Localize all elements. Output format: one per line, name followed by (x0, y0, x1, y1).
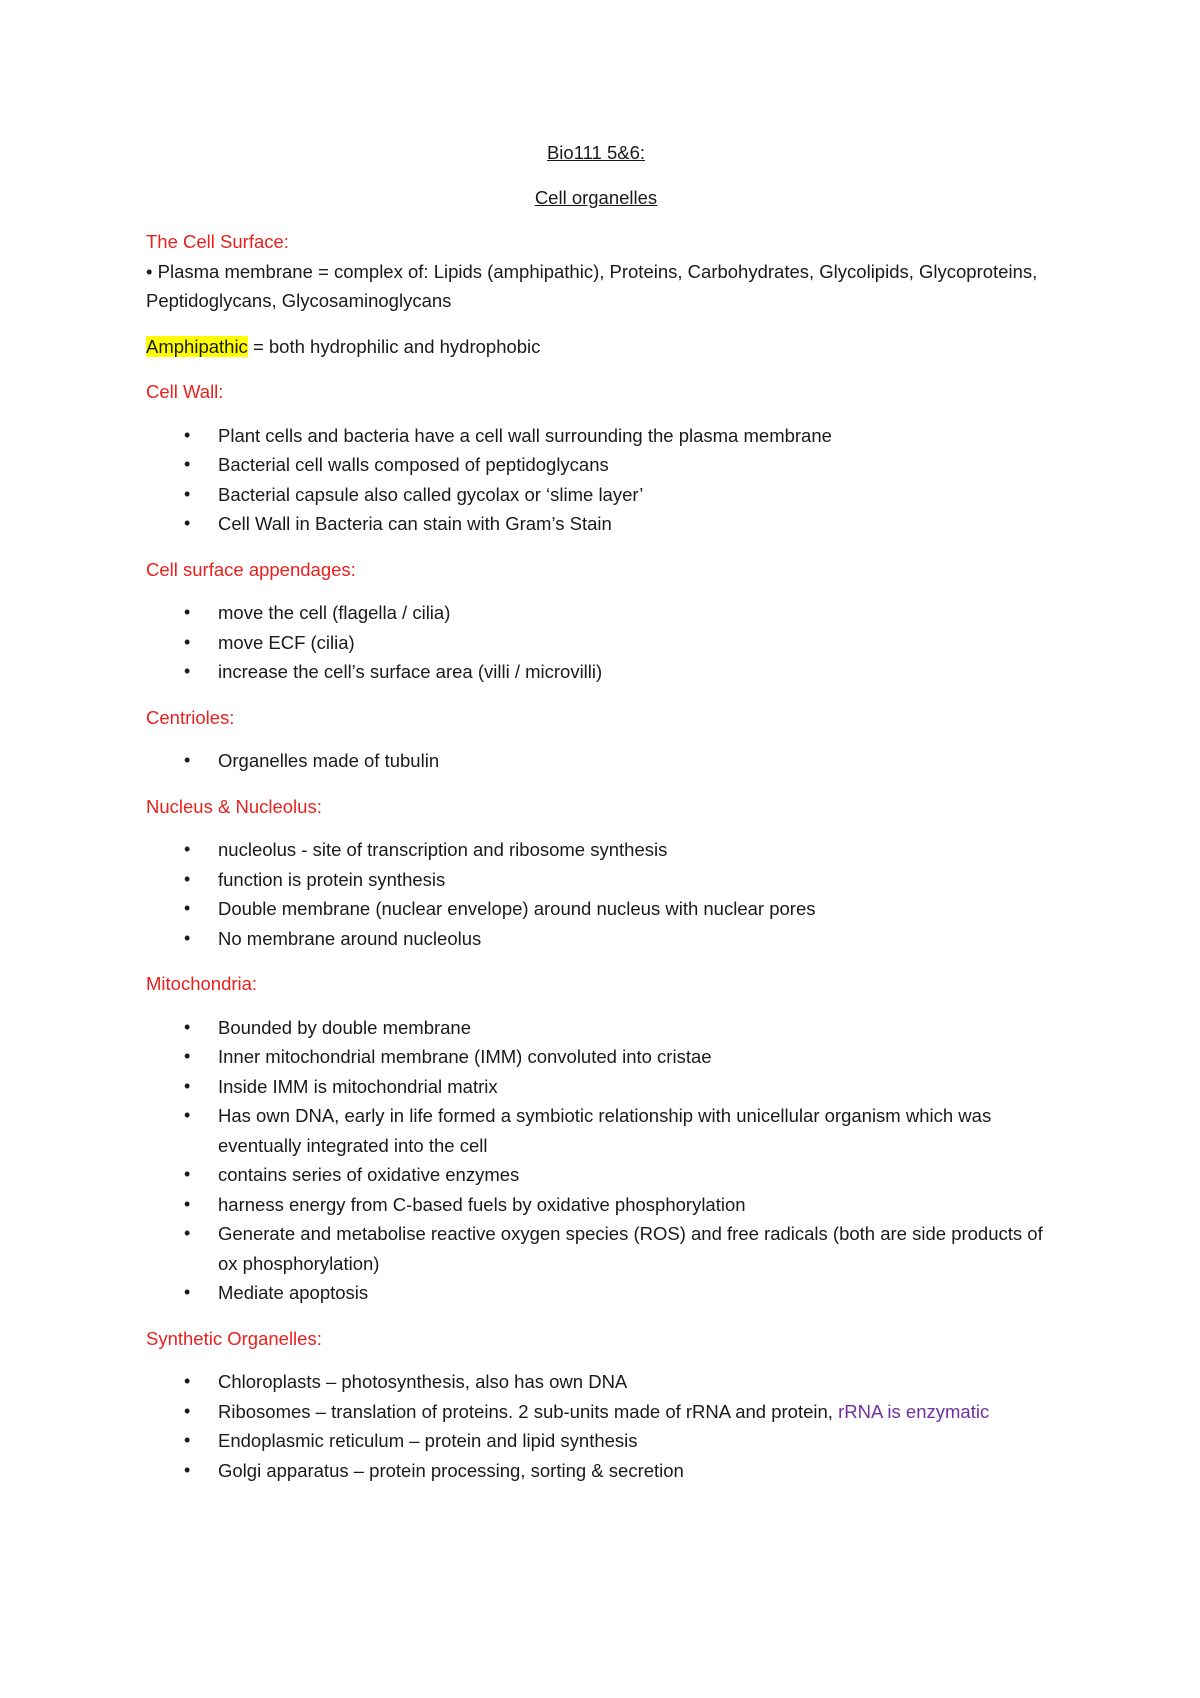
list-item: • contains series of oxidative enzymes (146, 1160, 1046, 1190)
heading-mitochondria: Mitochondria: (146, 973, 258, 994)
cell-wall-list (146, 421, 1046, 539)
document-body (146, 138, 1046, 1485)
heading-cell-surface: The Cell Surface: (146, 231, 289, 252)
list-item: • Plant cells and bacteria have a cell wall surrounding the plasma membrane (146, 421, 1046, 451)
list-item: • Inside IMM is mitochondrial matrix (146, 1072, 1046, 1102)
list-item: • Has own DNA, early in life formed a symbiotic relationship with unicellular organism which was eventually integrated into the cell (146, 1101, 1046, 1160)
heading-appendages: Cell surface appendages: (146, 558, 356, 580)
list-item: • Double membrane (nuclear envelope) around nucleus with nuclear pores (146, 894, 1046, 924)
list-item: • Organelles made of tubulin (146, 746, 1046, 776)
list-item: • Endoplasmic reticulum – protein and lipid synthesis (146, 1426, 1046, 1456)
rrna-note: rRNA is enzymatic (838, 1400, 990, 1422)
list-item: • Bacterial cell walls composed of peptidoglycans (146, 450, 1046, 480)
heading-centrioles: Centrioles: (146, 706, 235, 728)
mitochondria-list (146, 1013, 1046, 1308)
heading-cell-wall: Cell Wall: (146, 381, 224, 402)
document-title: Bio111 5&6: (546, 142, 646, 163)
list-item-ribosomes (146, 1397, 1046, 1427)
appendages-list (146, 598, 1046, 687)
list-item: • No membrane around nucleolus (146, 924, 1046, 954)
heading-nucleus: Nucleus & Nucleolus: (146, 795, 322, 817)
list-item: • increase the cell’s surface area (villi / microvilli) (146, 657, 1046, 687)
list-item: • Bounded by double membrane (146, 1013, 1046, 1043)
amphipathic-term: Amphipathic (146, 335, 248, 357)
heading-synthetic-organelles: Synthetic Organelles: (146, 1327, 322, 1349)
list-item: • Chloroplasts – photosynthesis, also has own DNA (146, 1367, 1046, 1397)
list-item: • Inner mitochondrial membrane (IMM) convoluted into cristae (146, 1042, 1046, 1072)
list-item: • Mediate apoptosis (146, 1278, 1046, 1308)
ribosomes-text: Ribosomes – translation of proteins. 2 sub-units made of rRNA and protein, (218, 1400, 839, 1422)
document-subtitle: Cell organelles (534, 186, 658, 208)
list-item: • Generate and metabolise reactive oxygen species (ROS) and free radicals (both are side products of ox phosphorylation) (146, 1219, 1046, 1278)
nucleus-list (146, 835, 1046, 953)
list-item: • move the cell (flagella / cilia) (146, 598, 1046, 628)
cell-surface-text: • Plasma membrane = complex of: Lipids (amphipathic), Proteins, Carbohydrates, Glycolipids, Glycoproteins, Peptidoglycans, Glycosaminoglycans (146, 260, 1038, 311)
list-item: • Golgi apparatus – protein processing, sorting & secretion (146, 1456, 1046, 1486)
centrioles-list (146, 746, 1046, 776)
synthetic-list (146, 1367, 1046, 1485)
list-item: • function is protein synthesis (146, 865, 1046, 895)
list-item: • Bacterial capsule also called gycolax or ‘slime layer’ (146, 480, 1046, 510)
list-item: • harness energy from C-based fuels by oxidative phosphorylation (146, 1190, 1046, 1220)
list-item: • nucleolus - site of transcription and ribosome synthesis (146, 835, 1046, 865)
amphipathic-definition (146, 332, 1046, 362)
amphipathic-meaning: = both hydrophilic and hydrophobic (247, 335, 541, 357)
list-item: • move ECF (cilia) (146, 628, 1046, 658)
list-item: • Cell Wall in Bacteria can stain with Gram’s Stain (146, 509, 1046, 539)
